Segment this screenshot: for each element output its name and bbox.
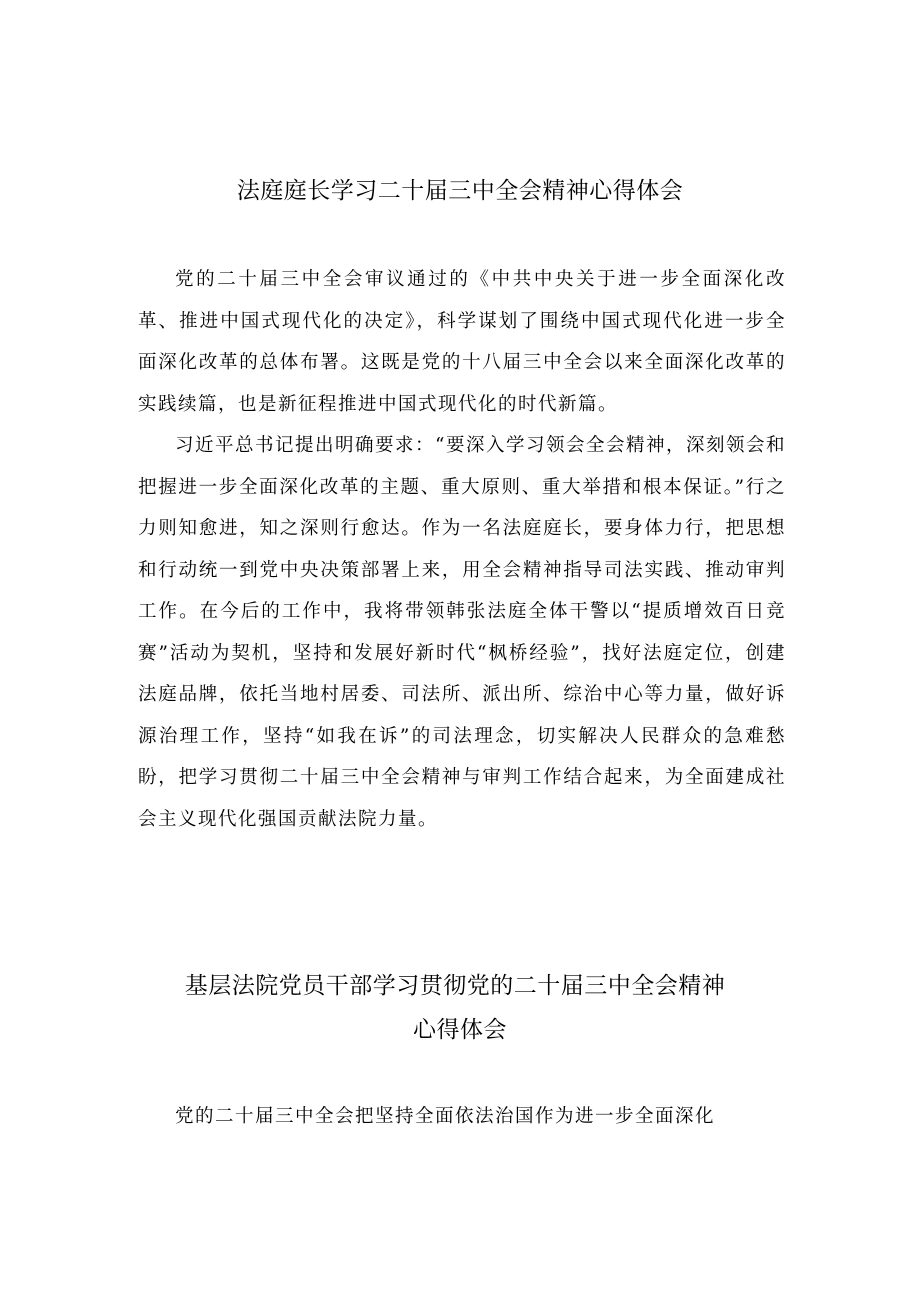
article-title: 法庭庭长学习二十届三中全会精神心得体会 (236, 178, 684, 204)
article-title-line: 基层法院党员干部学习贯彻党的二十届三中全会精神 (184, 973, 726, 999)
article-title (0, 964, 920, 1052)
article-body (138, 1096, 786, 1138)
paragraph: 习近平总书记提出明确要求：“要深入学习领会全会精神，深刻领会和把握进一步全面深化改革的主题、重大原则、重大举措和根本保证。”行之力则知愈进，知之深则行愈达。作为一名法庭庭长，要身体力行，把思想和行动统一到党中央决策部署上来，用全会精神指导司法实践、推动审判工作。在今后的工作中，我将带领韩张法庭全体干警以“提质增效百日竞赛”活动为契机，坚持和发展好新时代“枫桥经验”，找好法庭定位，创建法庭品牌，依托当地村居委、司法所、派出所、综治中心等力量，做好诉源治理工作，坚持“如我在诉”的司法理念，切实解决人民群众的急难愁盼，把学习贯彻二十届三中全会精神与审判工作结合起来，为全面建成社会主义现代化强国贡献法院力量。 (138, 435, 786, 830)
article-title-line: 心得体会 (413, 1017, 507, 1043)
paragraph: 党的二十届三中全会审议通过的《中共中央关于进一步全面深化改革、推进中国式现代化的决定》，科学谋划了围绕中国式现代化进一步全面深化改革的总体布署。这既是党的十八届三中全会以来全面深化改革的实践续篇，也是新征程推进中国式现代化的时代新篇。 (138, 269, 786, 415)
paragraph: 党的二十届三中全会把坚持全面依法治国作为进一步全面深化 (175, 1106, 716, 1127)
article-body (138, 259, 786, 840)
